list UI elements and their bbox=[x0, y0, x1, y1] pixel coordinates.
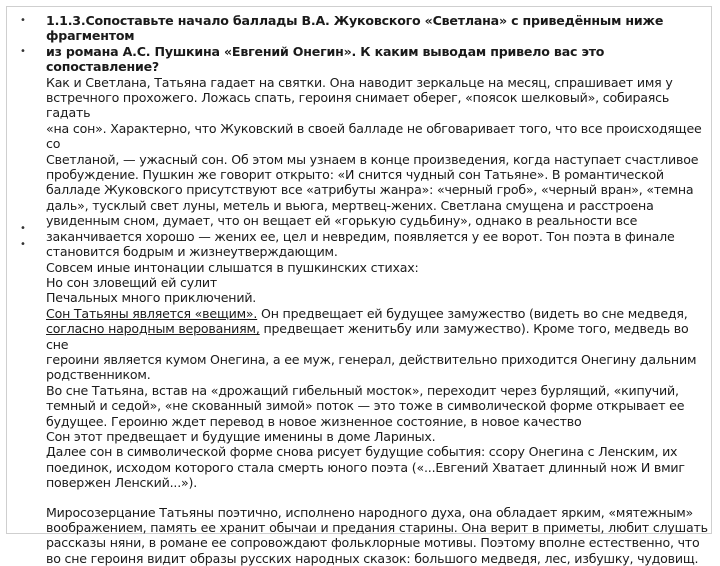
underlined-phrase: Сон Татьяны является «вещим». bbox=[46, 305, 258, 321]
bullet-icon: • bbox=[20, 223, 26, 234]
text-line: родственником. bbox=[46, 367, 151, 383]
task-heading-line: 1.1.3.Сопоставьте начало баллады В.А. Жуковского «Светлана» с приведённым ниже фрагментом bbox=[46, 13, 664, 44]
text-fragment: предвещает женитьбу или замужество). Кроме того, медведь во сне bbox=[46, 321, 689, 352]
text-line: Как и Светлана, Татьяна гадает на святки. Она наводит зеркальце на месяц, спрашивает имя у bbox=[46, 74, 673, 90]
text-line: поединок, исходом которого стала смерть юного поэта («...Евгений Хватает длинный нож И вмиг bbox=[46, 459, 685, 475]
text-line: Во сне Татьяна, встав на «дрожащий гибельный мосток», переходит через бурлящий, «кипучий, bbox=[46, 382, 679, 398]
text-line: балладе Жуковского присутствуют все «атрибуты жанра»: «черный гроб», «черный вран», «темна bbox=[46, 182, 694, 198]
text-line: воображением, память ее хранит обычаи и предания старины. Она верит в приметы, любит слушать bbox=[46, 520, 708, 535]
text-line: Миросозерцание Татьяны поэтично, исполнено народного духа, она обладает ярким, «мятежным» bbox=[46, 504, 694, 520]
bullet-icon: • bbox=[20, 15, 26, 26]
text-line: во сне героиня видит образы русских народных сказок: большого медведя, лес, избушку, чудовищ. bbox=[46, 550, 699, 566]
bullet-icon: • bbox=[20, 239, 26, 250]
document-body bbox=[46, 13, 710, 566]
text-line: увиденным сном, думает, что он вещает ей «горькую судьбину», однако в реальности все bbox=[46, 213, 638, 229]
underlined-phrase: согласно народным верованиям, bbox=[46, 321, 260, 337]
text-line: заканчивается хорошо — жених ее, цел и невредим, появляется у ее ворот. Тон поэта в финале bbox=[46, 228, 675, 244]
text-line: Печальных много приключений. bbox=[46, 290, 257, 306]
text-fragment: Он предвещает ей будущее замужество (видеть во сне медведя, bbox=[257, 305, 688, 321]
text-line: Совсем иные интонации слышатся в пушкинских стихах: bbox=[46, 259, 419, 275]
text-line: Но сон зловещий ей сулит bbox=[46, 274, 217, 290]
text-line: встречного прохожего. Ложась спать, героиня снимает оберег, «поясок шелковый», собираясь гадать bbox=[46, 90, 670, 121]
task-heading-line: из романа А.С. Пушкина «Евгений Онегин». К каким выводам привело вас это сопоставление? bbox=[46, 43, 605, 75]
text-line: рассказы няни, в романе ее сопровождают фольклорные мотивы. Поэтому вполне естественно, что bbox=[46, 535, 700, 551]
text-line: даль», тусклый свет луны, метель и вьюга, мертвец-жених. Светлана смущена и расстроена bbox=[46, 197, 654, 213]
text-line: будущее. Героиню ждет перевод в новое жизненное состояние, в новое качество bbox=[46, 413, 582, 429]
text-line: пробуждение. Пушкин же говорит открыто: «И снится чудный сон Татьяне». В романтической bbox=[46, 167, 664, 183]
text-line: Далее сон в символической форме снова рисует будущие события: ссору Онегина с Ленским, их bbox=[46, 444, 678, 460]
text-line bbox=[46, 306, 710, 321]
text-line: Светланой, — ужасный сон. Об этом мы узнаем в конце произведения, когда наступает счастливое bbox=[46, 151, 699, 167]
paragraph-gap bbox=[46, 491, 710, 505]
bullet-icon: • bbox=[20, 46, 26, 57]
text-line: становится бодрым и жизнеутверждающим. bbox=[46, 244, 338, 260]
text-line: темный и седой», «не скованный зимой» поток — это тоже в символической форме открывает ее bbox=[46, 398, 685, 414]
text-line: Сон этот предвещает и будущие именины в доме Лариных. bbox=[46, 428, 436, 444]
text-line: «на сон». Характерно, что Жуковский в своей балладе не обговаривает того, что все происходящее со bbox=[46, 120, 702, 152]
text-line: героини является кумом Онегина, а ее муж, генерал, действительно приходится Онегину дальним bbox=[46, 351, 697, 367]
text-line: повержен Ленский...»). bbox=[46, 475, 198, 491]
text-line bbox=[46, 321, 710, 352]
